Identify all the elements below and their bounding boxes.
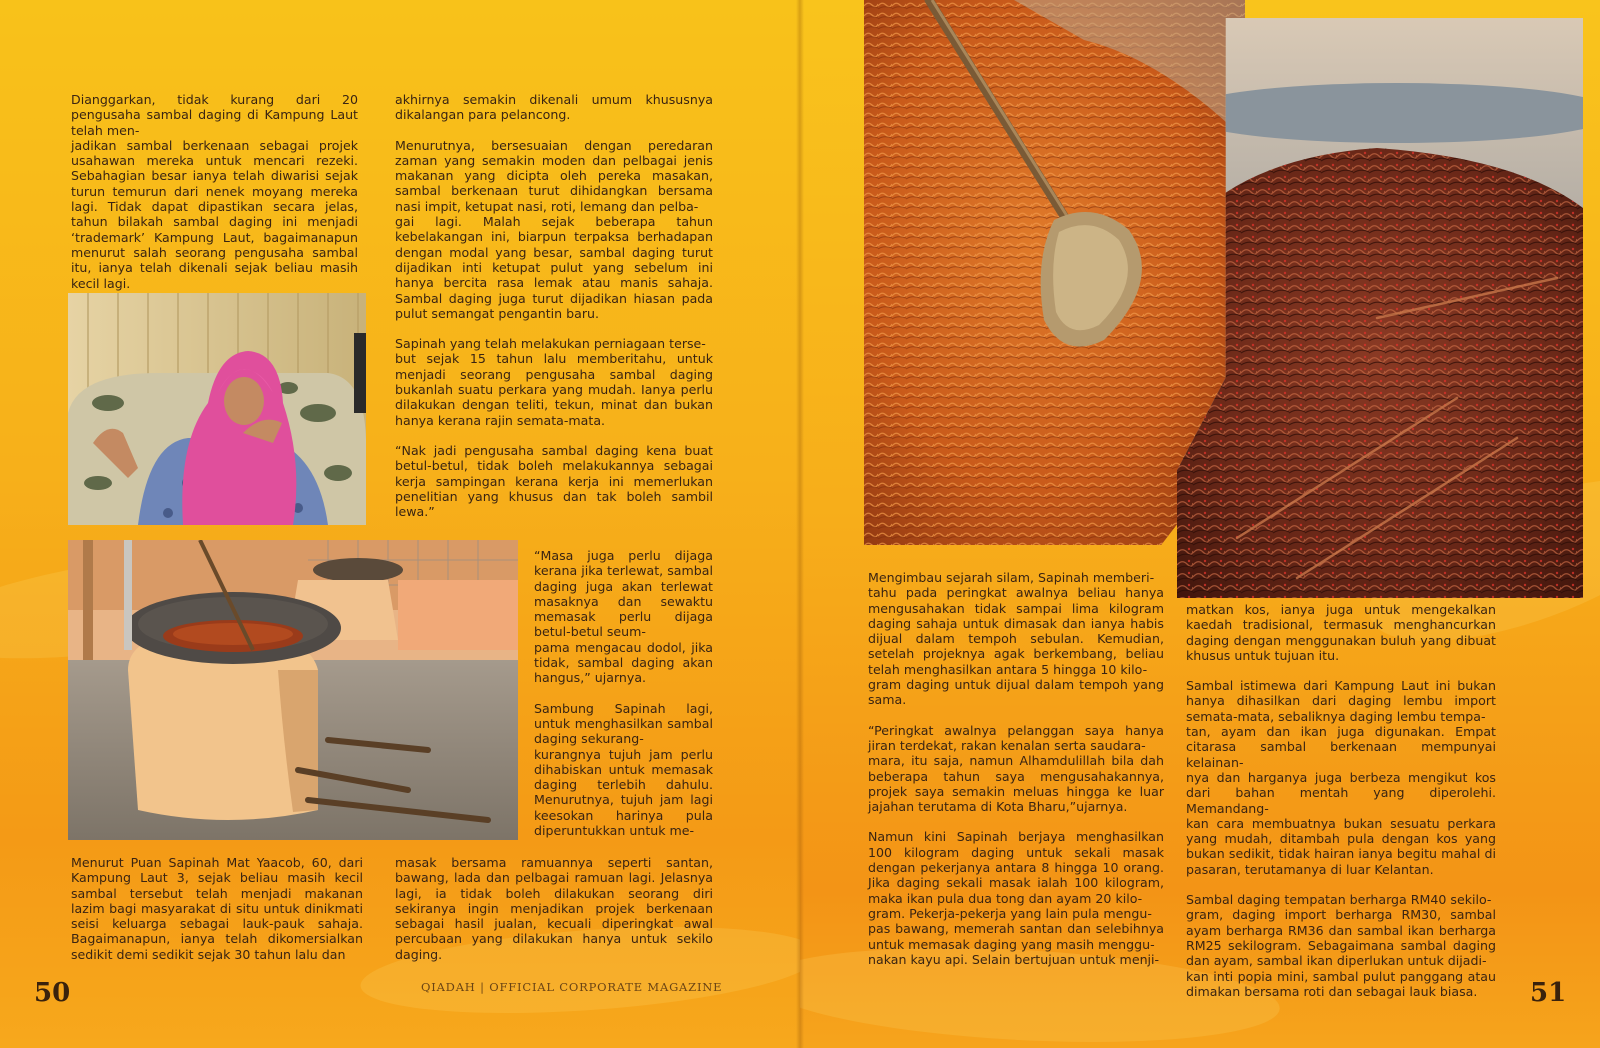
paragraph: akhirnya semakin dikenali umum khususnya dikalangan para pelancong.: [395, 92, 713, 123]
paragraph: “Masa juga perlu dijaga kerana jika terlewat, sambal daging juga akan terlewat masaknya dan sewaktu memasak perlu dijaga betul-betul seum- pama mengacau dodol, jika tidak, sambal daging akan hangus,” ujarnya.: [534, 548, 713, 686]
article-column-2-right: [1186, 602, 1496, 999]
paragraph: Mengimbau sejarah silam, Sapinah memberi- tahu pada peringkat awalnya beliau hanya mengusahakan tidak sampai lima kilogram daging sahaja untuk dimasak dan ianya habis dijual dalam tempoh sebulan. Kemudian, setelah projeknya agak berkembang, beliau telah menghasilkan antara 5 hingga 10 kilo- gram daging untuk dijual dalam tempoh yang sama.: [868, 570, 1164, 708]
paragraph: Sapinah yang telah melakukan perniagaan terse- but sejak 15 tahun lalu memberitahu, untuk menjadi seorang pengusaha sambal daging bukanlah suatu perkara yang mudah. Ianya perlu dilakukan dengan teliti, tekun, minat dan bukan hanya kerana rajin semata-mata.: [395, 336, 713, 428]
article-column-1-bottom: [71, 855, 363, 962]
paragraph: Dianggarkan, tidak kurang dari 20 pengusaha sambal daging di Kampung Laut telah men- jadikan sambal berkenaan sebagai projek usahawan mereka untuk mencari rezeki. Sebahagian besar ianya telah diwarisi sejak turun temurun dari nenek moyang mereka lagi. Tidak dapat dipastikan secara jelas, tahun bilakah sambal daging ini menjadi ‘trademark’ Kampung Laut, bagaimanapun menurut salah seorang pengusaha sambal itu, ianya telah dikenali sejak beliau masih kecil lagi.: [71, 92, 358, 291]
cooking-stove-illustration: [68, 540, 518, 840]
photo-sapinah-portrait: [68, 293, 366, 525]
paragraph: matkan kos, ianya juga untuk mengekalkan kaedah tradisional, termasuk menghancurkan daging dengan menggunakan buluh yang dibuat khusus untuk tujuan itu.: [1186, 602, 1496, 663]
article-column-2: [395, 92, 713, 519]
article-column-2-bottom: [395, 855, 713, 962]
portrait-illustration: [68, 293, 366, 525]
article-column-beside-photo: [534, 548, 713, 838]
article-column-1-top: [71, 92, 358, 291]
right-page: [800, 0, 1600, 1048]
page-spine: [796, 0, 804, 1048]
paragraph: Sambung Sapinah lagi, untuk menghasilkan sambal daging sekurang- kurangnya tujuh jam perlu dihabiskan untuk memasak daging terlebih dahulu. Menurutnya, tujuh jam lagi keesokan harinya pula diperuntukkan untuk me-: [534, 700, 713, 839]
photo-cooking-stove: [68, 540, 518, 840]
sambal-daging-illustration: [1177, 18, 1583, 598]
paragraph: “Peringkat awalnya pelanggan saya hanya jiran terdekat, rakan kenalan serta saudara- mara, itu saja, namun Alhamdulillah bila dah beberapa tahun saya mengusahakannya, projek saya semakin meluas hingga ke luar jajahan terutama di Kota Bharu,”ujarnya.: [868, 722, 1164, 815]
paragraph: Namun kini Sapinah berjaya menghasilkan 100 kilogram daging untuk sekali masak dengan pekerjanya antara 8 hingga 10 orang. Jika daging sekali masak ialah 100 kilogram, maka ikan pula dua tong dan ayam 20 kilo- gram. Pekerja-pekerja yang lain pula mengu- pas bawang, memerah santan dan selebihnya untuk memasak daging yang masih menggu- nakan kayu api. Selain bertujuan untuk menji-: [868, 829, 1164, 967]
article-column-1-right: [868, 570, 1164, 967]
paragraph: “Nak jadi pengusaha sambal daging kena buat betul-betul, tidak boleh melakukannya sebagai kerja sampingan kerana kerja ini memerlukan penelitian yang khusus dan tak boleh sambil lewa.”: [395, 442, 713, 520]
photo-sambal-daging-closeup: [1177, 18, 1583, 598]
page-number-right: 51: [1530, 978, 1567, 1008]
page-number-left: 50: [34, 978, 71, 1008]
paragraph: Menurutnya, bersesuaian dengan peredaran zaman yang semakin moden dan pelbagai jenis makanan yang dicipta oleh pereka masakan, sambal berkenaan turut dihidangkan bersama nasi impit, ketupat nasi, roti, lemang dan pelba- gai lagi. Malah sejak beberapa tahun kebelakangan ini, biarpun terpaksa berhadapan dengan modal yang besar, sambal daging turut dijadikan inti ketupat pulut yang sebelum ini hanya bercita rasa lemak atau manis sahaja. Sambal daging juga turut dijadikan hiasan pada pulut semangat pengantin baru.: [395, 137, 713, 321]
paragraph: Menurut Puan Sapinah Mat Yaacob, 60, dari Kampung Laut 3, sejak beliau masih kecil sambal tersebut telah menjadi makanan lazim bagi masyarakat di situ untuk dinikmati seisi keluarga sebagai lauk-pauk sahaja. Bagaimanapun, ianya telah dikomersialkan sedikit demi sedikit sejak 30 tahun lalu dan: [71, 855, 363, 962]
paragraph: Sambal istimewa dari Kampung Laut ini bukan hanya dihasilkan dari daging lembu import semata-mata, sebaliknya daging lembu tempa- tan, ayam dan ikan juga digunakan. Empat citarasa sambal berkenaan mempunyai kelainan- nya dan harganya juga berbeza mengikut kos dari bahan mentah yang diperolehi. Memandang- kan cara membuatnya bukan sesuatu perkara yang mudah, ditambah pula dengan kos yang bukan sedikit, tidak hairan ianya begitu mahal di pasaran, terutamanya di luar Kelantan.: [1186, 678, 1496, 877]
paragraph: masak bersama ramuannya seperti santan, bawang, lada dan pelbagai ramuan lagi. Jelasnya lagi, ia tidak boleh dilakukan seorang diri sekiranya ingin menjadikan projek berkenaan sebagai hasil jualan, kecuali diperingkat awal percubaan yang dilakukan hanya untuk sekilo daging.: [395, 855, 713, 962]
magazine-footer: QIADAH | OFFICIAL CORPORATE MAGAZINE: [421, 980, 723, 994]
paragraph: Sambal daging tempatan berharga RM40 sekilo- gram, daging import berharga RM30, sambal ayam berharga RM36 dan sambal ikan berharga RM25 sekilogram. Sebagaimana sambal daging dan ayam, sambal ikan diperlukan untuk dijadi- kan inti popia mini, sambal pulut panggang atau dimakan bersama roti dan sebagai lauk biasa.: [1186, 892, 1496, 999]
